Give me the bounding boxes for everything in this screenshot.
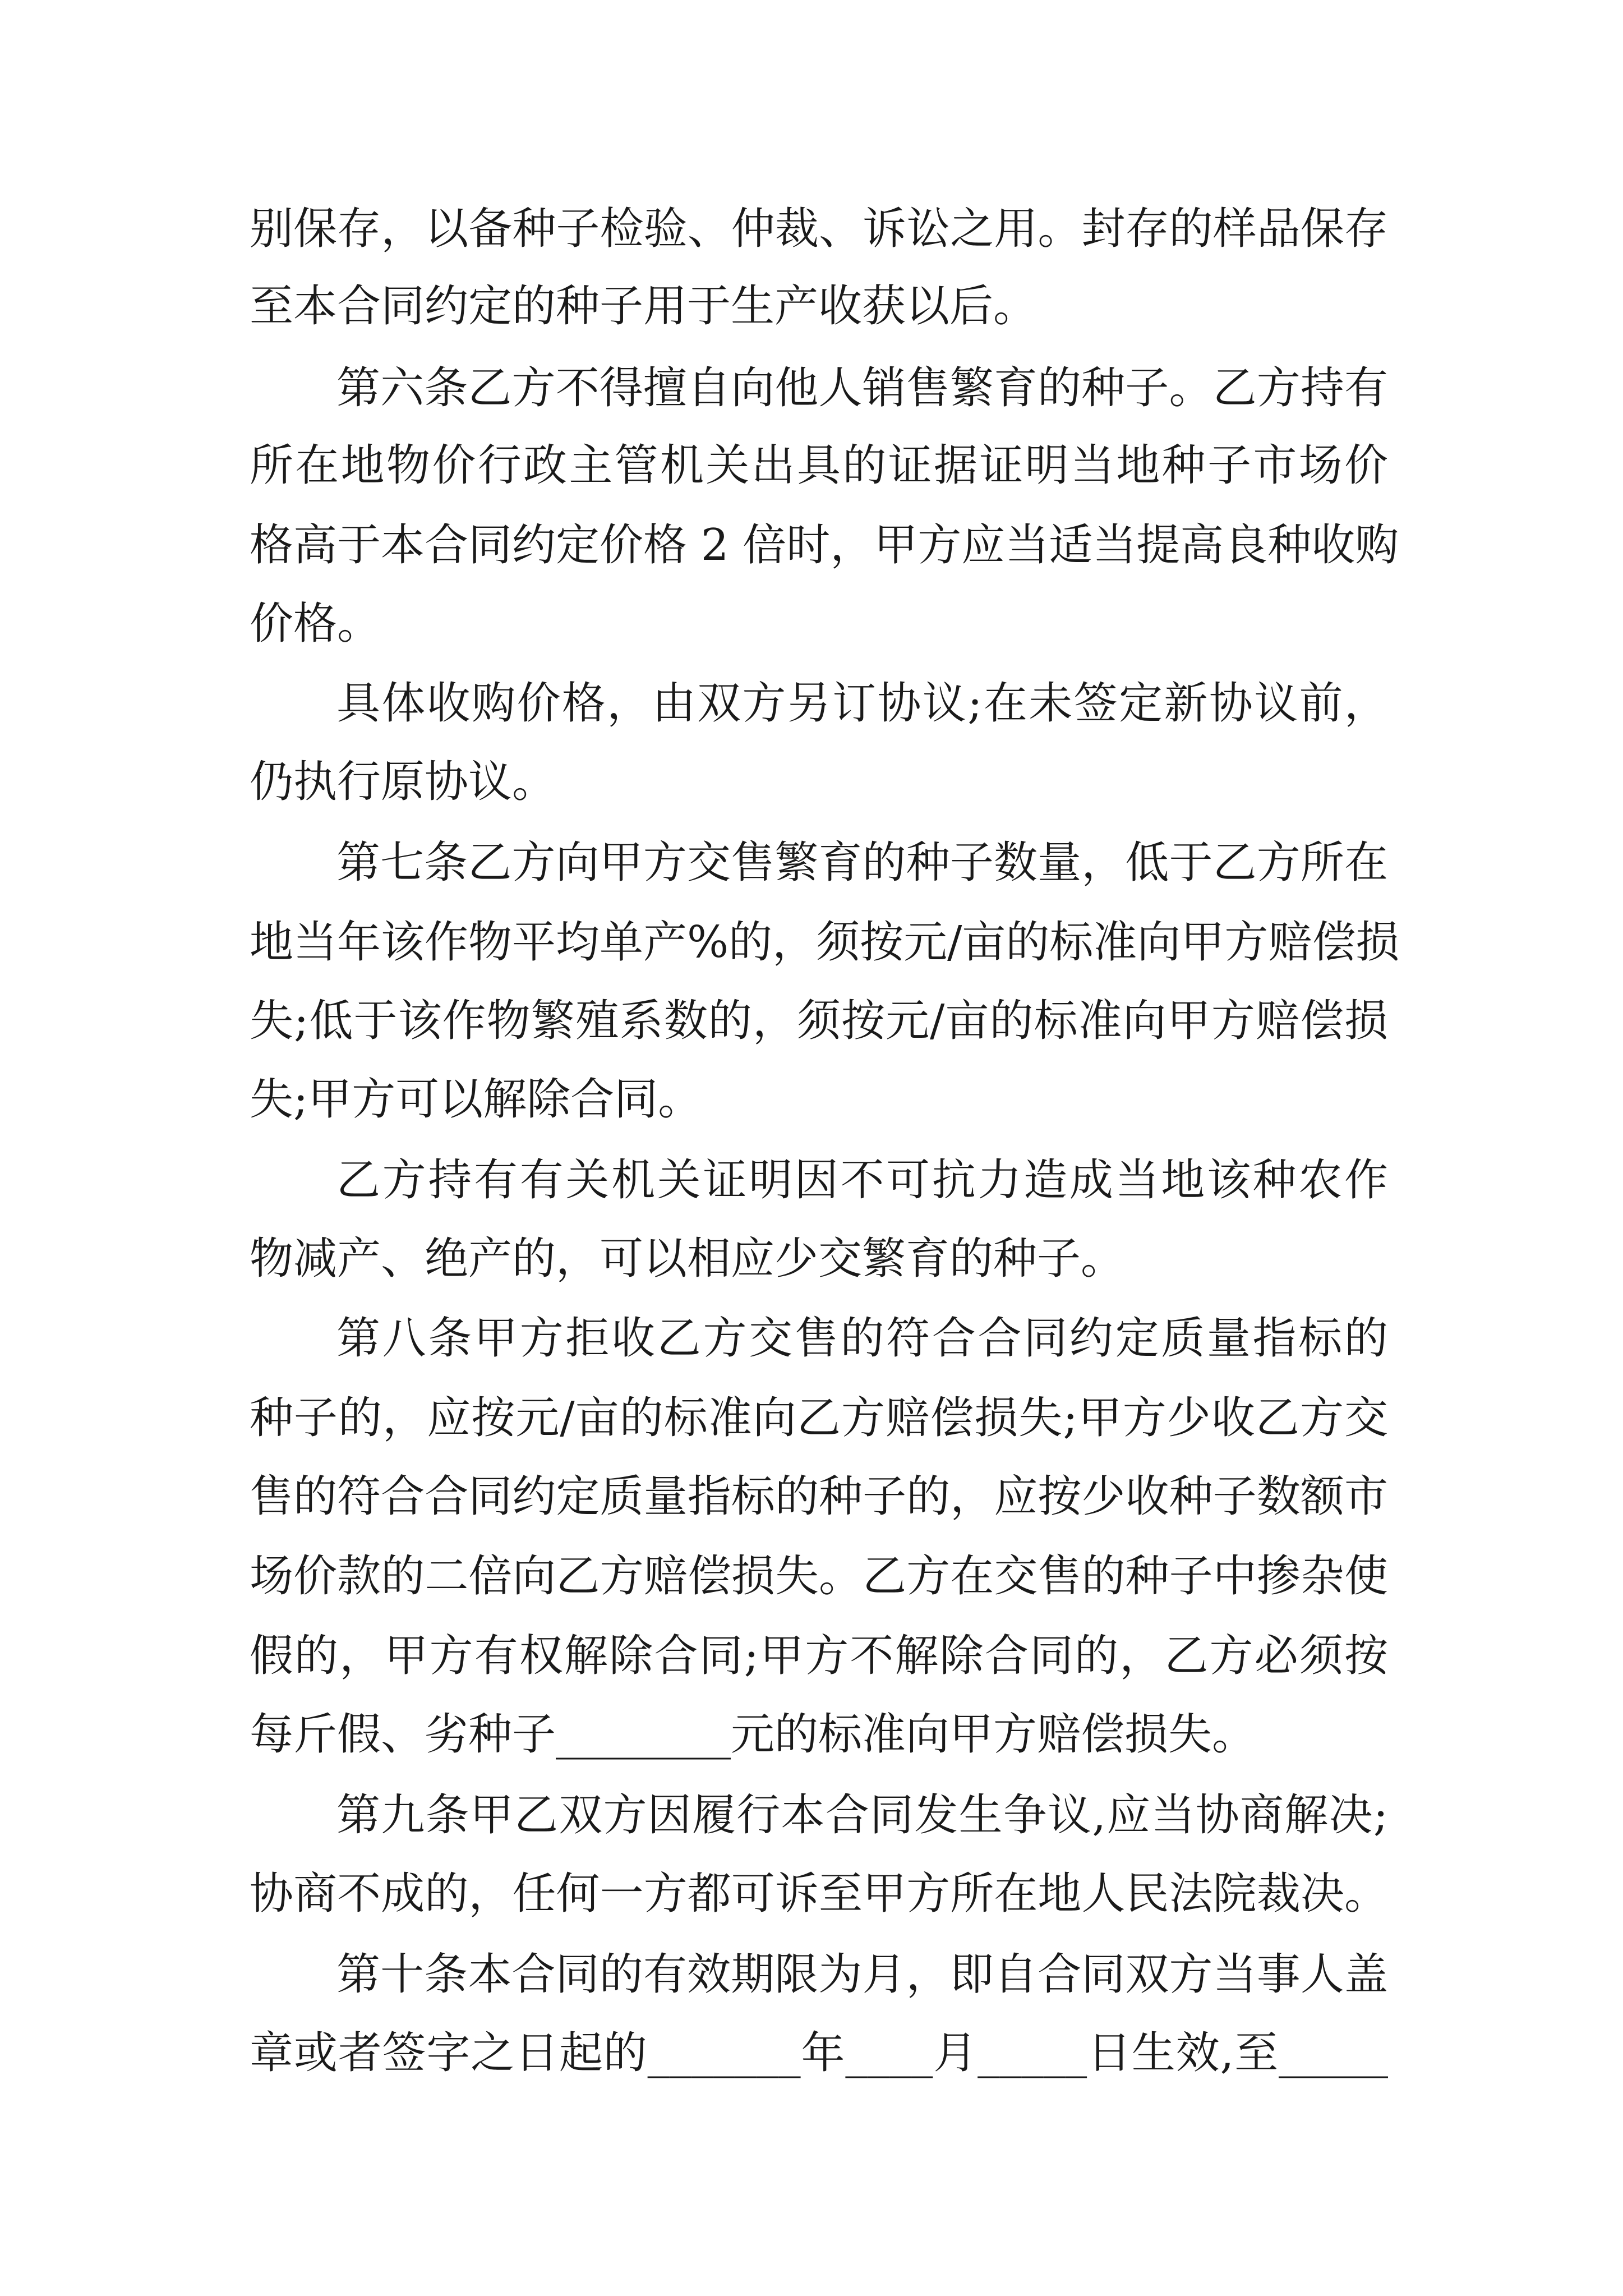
- text-line: 乙方持有有关机关证明因不可抗力造成当地该种农作: [336, 1155, 1388, 1205]
- text-line: 每斤假、劣种子________元的标准向甲方赔偿损失。: [250, 1709, 1256, 1760]
- article-10-line: 第十条本合同的有效期限为月，即自合同双方当事人盖: [336, 1949, 1388, 2000]
- article-8-line: 第八条甲方拒收乙方交售的符合合同约定质量指标的: [336, 1313, 1388, 1364]
- text-line: 售的符合合同约定质量指标的种子的，应按少收种子数额市: [250, 1471, 1388, 1522]
- text-line: 章或者签字之日起的_______年____月_____日生效,至_____: [250, 2028, 1388, 2078]
- article-6-line: 第六条乙方不得擅自向他人销售繁育的种子。乙方持有: [336, 363, 1388, 413]
- text-line: 协商不成的，任何一方都可诉至甲方所在地人民法院裁决。: [250, 1869, 1388, 1919]
- text-line: 格高于本合同约定价格 2 倍时，甲方应当适当提高良种收购: [250, 520, 1399, 570]
- text-line: 种子的，应按元/亩的标准向乙方赔偿损失;甲方少收乙方交: [250, 1393, 1388, 1443]
- text-line: 至本合同约定的种子用于生产收获以后。: [250, 281, 1038, 332]
- text-line: 所在地物价行政主管机关出具的证据证明当地种子市场价: [250, 440, 1388, 491]
- article-9-line: 第九条甲乙双方因履行本合同发生争议,应当协商解决;: [336, 1790, 1388, 1841]
- text-line: 场价款的二倍向乙方赔偿损失。乙方在交售的种子中掺杂使: [250, 1551, 1388, 1602]
- text-line: 失;低于该作物繁殖系数的，须按元/亩的标准向甲方赔偿损: [250, 996, 1388, 1046]
- article-7-line: 第七条乙方向甲方交售繁育的种子数量，低于乙方所在: [336, 838, 1388, 888]
- text-line: 价格。: [250, 599, 381, 649]
- text-line: 别保存，以备种子检验、仲裁、诉讼之用。封存的样品保存: [250, 204, 1388, 254]
- text-line: 物减产、绝产的，可以相应少交繁育的种子。: [250, 1234, 1125, 1284]
- text-line: 失;甲方可以解除合同。: [250, 1074, 702, 1125]
- text-line: 地当年该作物平均单产%的，须按元/亩的标准向甲方赔偿损: [250, 917, 1400, 968]
- text-line: 仍执行原协议。: [250, 757, 556, 807]
- text-line: 假的，甲方有权解除合同;甲方不解除合同的，乙方必须按: [250, 1631, 1388, 1681]
- text-line: 具体收购价格，由双方另订协议;在未签定新协议前，: [336, 678, 1388, 729]
